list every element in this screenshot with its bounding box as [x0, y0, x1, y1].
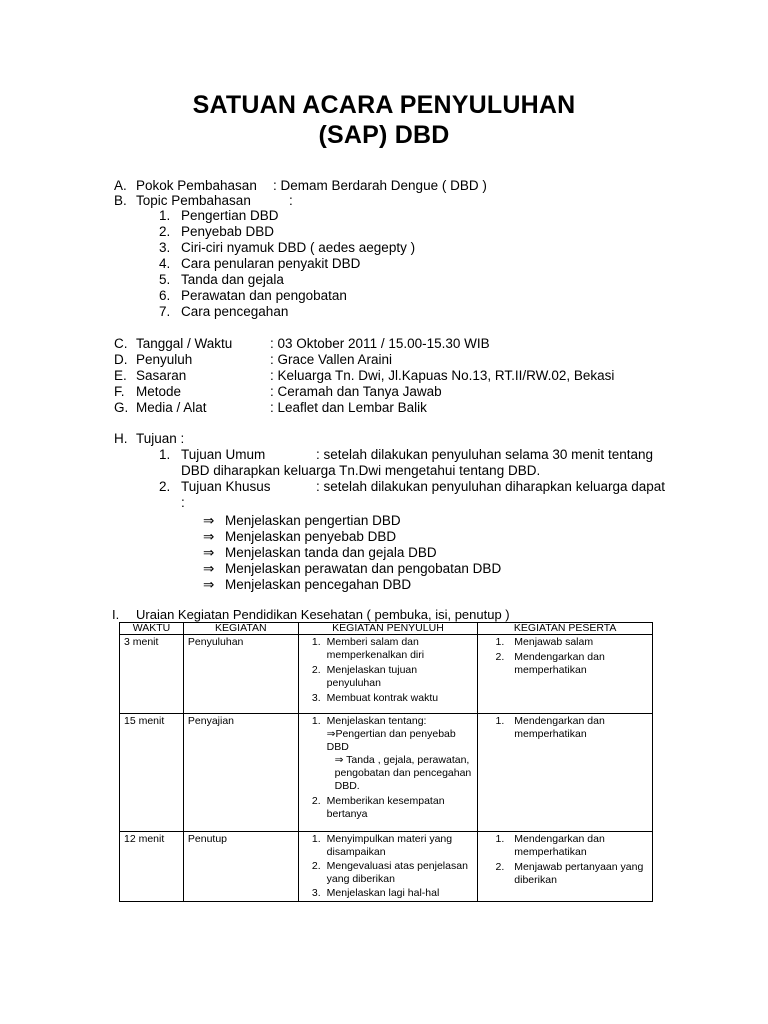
list-item: 1. Mendengarkan dan memperhatikan — [495, 715, 605, 740]
list-item: 2. Menjelaskan tujuan penyuluhan — [311, 664, 418, 689]
section-b-marker: B. — [114, 193, 127, 208]
tujuan-khusus-value: : setelah dilakukan penyuluhan diharapkan keluarga dapat — [316, 479, 666, 494]
list-item: 2. Mengevaluasi atas penjelasan yang diberikan — [311, 860, 468, 885]
list-item: 3. Menjelaskan lagi hal-hal — [311, 887, 440, 899]
cell-kegiatan: Penutup — [183, 832, 298, 902]
topic-num: 5. — [159, 272, 171, 287]
tujuan-umum-num: 1. — [159, 447, 171, 462]
detail-value: : Keluarga Tn. Dwi, Jl.Kapuas No.13, RT.II/RW.02, Bekasi — [270, 368, 615, 383]
list-item: 2. Mendengarkan dan memperhatikan — [495, 651, 605, 676]
detail-marker: D. — [114, 352, 128, 367]
khusus-item — [203, 577, 411, 593]
arrow-icon: ⇒ — [203, 577, 215, 592]
sub-item: ⇒Pengertian dan penyebab DBD — [326, 728, 456, 753]
tujuan-umum-value: : setelah dilakukan penyuluhan selama 30 menit tentang — [316, 447, 653, 462]
detail-value: : Leaflet dan Lembar Balik — [270, 400, 427, 415]
sub-item: ⇒ Tanda , gejala, perawatan, pengobatan dan pencegahan DBD. — [334, 754, 472, 792]
detail-label: Tanggal / Waktu — [136, 336, 233, 351]
topic-item: Cara pencegahan — [181, 304, 289, 319]
tujuan-khusus-continuation: : — [181, 495, 185, 510]
detail-label: Sasaran — [136, 368, 187, 383]
cell-peserta — [478, 635, 653, 714]
section-b-label: Topic Pembahasan — [136, 193, 251, 208]
khusus-item-text: Menjelaskan pengertian DBD — [225, 513, 401, 528]
khusus-item-text: Menjelaskan perawatan dan pengobatan DBD — [225, 561, 502, 576]
document-subtitle: (SAP) DBD — [318, 121, 450, 149]
arrow-icon: ⇒ — [203, 513, 215, 528]
topic-num: 7. — [159, 304, 171, 319]
tujuan-khusus-num: 2. — [159, 479, 171, 494]
topic-num: 6. — [159, 288, 171, 303]
list-item: 1. Mendengarkan dan memperhatikan — [495, 833, 605, 858]
tujuan-khusus-label: Tujuan Khusus — [181, 479, 271, 494]
list-item: 1. Menyimpulkan materi yang disampaikan — [311, 833, 453, 858]
topic-item: Tanda dan gejala — [181, 272, 284, 287]
khusus-item-text: Menjelaskan pencegahan DBD — [225, 577, 412, 592]
section-i-marker: I. — [112, 607, 120, 622]
khusus-item — [203, 529, 396, 545]
detail-label: Penyuluh — [136, 352, 193, 367]
list-item: 2. Menjawab pertanyaan yang diberikan — [495, 861, 644, 886]
detail-value: : Ceramah dan Tanya Jawab — [270, 384, 442, 399]
cell-kegiatan: Penyajian — [183, 714, 298, 832]
detail-label: Metode — [136, 384, 182, 399]
cell-waktu: 15 menit — [120, 714, 184, 832]
column-header-kegiatan: KEGIATAN — [183, 623, 298, 635]
list-item: 1. Menjawab salam — [495, 636, 594, 648]
khusus-item-text: Menjelaskan tanda dan gejala DBD — [225, 545, 437, 560]
tujuan-umum-label: Tujuan Umum — [181, 447, 266, 462]
topic-item: Perawatan dan pengobatan — [181, 288, 347, 303]
detail-marker: E. — [114, 368, 127, 383]
list-item: 3. Membuat kontrak waktu — [311, 692, 439, 704]
arrow-icon: ⇒ — [203, 561, 215, 576]
detail-label: Media / Alat — [136, 400, 207, 415]
detail-marker: G. — [114, 400, 129, 415]
section-a-value: : Demam Berdarah Dengue ( DBD ) — [273, 178, 487, 193]
topic-num: 4. — [159, 256, 171, 271]
detail-marker: C. — [114, 336, 128, 351]
khusus-item — [203, 545, 437, 561]
topic-item: Cara penularan penyakit DBD — [181, 256, 361, 271]
arrow-icon: ⇒ — [203, 545, 215, 560]
list-item: 1. Menjelaskan tentang: — [311, 715, 427, 727]
section-h-marker: H. — [114, 431, 128, 446]
detail-marker: F. — [114, 384, 125, 399]
cell-penyuluh — [298, 714, 478, 832]
cell-waktu: 3 menit — [120, 635, 184, 714]
section-a-label: Pokok Pembahasan — [136, 178, 257, 193]
topic-num: 2. — [159, 224, 171, 239]
cell-kegiatan: Penyuluhan — [183, 635, 298, 714]
cell-penyuluh — [298, 635, 478, 714]
section-a-marker: A. — [114, 178, 127, 193]
document-title: SATUAN ACARA PENYULUHAN — [192, 91, 576, 119]
khusus-item — [203, 513, 401, 529]
topic-num: 3. — [159, 240, 171, 255]
list-item: 1. Memberi salam dan memperkenalkan diri — [311, 636, 425, 661]
arrow-icon: ⇒ — [203, 529, 215, 544]
column-header-penyuluh: KEGIATAN PENYULUH — [298, 623, 478, 635]
column-header-peserta: KEGIATAN PESERTA — [478, 623, 653, 635]
section-b-colon: : — [289, 193, 293, 208]
table-row — [120, 714, 653, 832]
topic-item: Ciri-ciri nyamuk DBD ( aedes aegepty ) — [181, 240, 416, 255]
cell-penyuluh — [298, 832, 478, 902]
section-h-label: Tujuan : — [136, 431, 185, 446]
tujuan-umum-continuation: DBD diharapkan keluarga Tn.Dwi mengetahui tentang DBD. — [181, 463, 541, 478]
activity-table — [119, 622, 653, 902]
table-header-row — [120, 623, 653, 635]
cell-peserta — [478, 714, 653, 832]
table-row — [120, 635, 653, 714]
cell-peserta — [478, 832, 653, 902]
detail-value: : 03 Oktober 2011 / 15.00-15.30 WIB — [270, 336, 490, 351]
khusus-item — [203, 561, 501, 577]
column-header-waktu: WAKTU — [120, 623, 184, 635]
list-item: 2. Memberikan kesempatan bertanya — [311, 795, 445, 820]
table-row — [120, 832, 653, 902]
detail-value: : Grace Vallen Araini — [270, 352, 393, 367]
topic-num: 1. — [159, 208, 171, 223]
topic-item: Penyebab DBD — [181, 224, 275, 239]
khusus-item-text: Menjelaskan penyebab DBD — [225, 529, 397, 544]
cell-waktu: 12 menit — [120, 832, 184, 902]
topic-item: Pengertian DBD — [181, 208, 279, 223]
section-i-label: Uraian Kegiatan Pendidikan Kesehatan ( pembuka, isi, penutup ) — [136, 607, 510, 622]
